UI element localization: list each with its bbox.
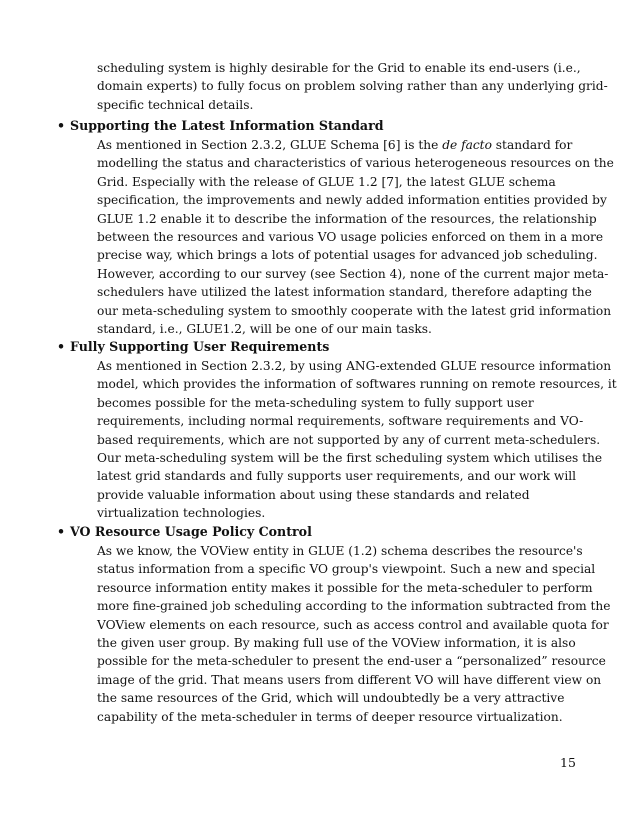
section-paragraph-user-requirements (97, 357, 617, 523)
text-line: GLUE 1.2 enable it to describe the information of the resources, the relationship (97, 211, 597, 226)
text-line: VOView elements on each resource, such as access control and available quota for (97, 617, 609, 632)
heading-text: Fully Supporting User Requirements (70, 339, 330, 354)
bullet-icon: • (57, 118, 66, 133)
text-line: based requirements, which are not supported by any of current meta-schedulers. (97, 432, 601, 447)
text-line: specification, the improvements and newly added information entities provided by (97, 193, 607, 208)
text-line: more fine-grained job scheduling according to the information subtracted from the (97, 599, 611, 614)
section-heading-user-requirements (57, 338, 329, 356)
text-line: However, according to our survey (see Section 4), none of the current major meta- (97, 266, 609, 281)
text-line: modelling the status and characteristics of various heterogeneous resources on the (97, 156, 614, 171)
heading-text: VO Resource Usage Policy Control (70, 524, 312, 539)
text-line: standard, i.e., GLUE1.2, will be one of our main tasks. (97, 322, 432, 337)
text-line: the same resources of the Grid, which will undoubtedly be a very attractive (97, 691, 565, 706)
text-line: model, which provides the information of softwares running on remote resources, it (97, 377, 617, 392)
text-line: the given user group. By making full use of the VOView information, it is also (97, 636, 576, 651)
text-line: As we know, the VOView entity in GLUE (1.2) schema describes the resource's (97, 544, 583, 558)
heading-text: Supporting the Latest Information Standard (70, 118, 384, 133)
section-paragraph-vo-policy (97, 542, 611, 726)
text-line: Our meta-scheduling system will be the first scheduling system which utilises the (97, 451, 603, 466)
text-line: status information from a specific VO group's viewpoint. Such a new and special (97, 562, 596, 577)
text-line: specific technical details. (97, 97, 254, 112)
text-line: As mentioned in Section 2.3.2, GLUE Schema [6] is the de facto standard for (97, 138, 573, 152)
text-line: provide valuable information about using these standards and related (97, 487, 530, 502)
text-line: our meta-scheduling system to smoothly cooperate with the latest grid information (97, 303, 612, 318)
bullet-icon: • (57, 524, 66, 539)
section-heading-vo-policy (57, 523, 312, 541)
text-line: scheduling system is highly desirable for the Grid to enable its end-users (i.e., (97, 61, 581, 75)
text-line: virtualization technologies. (97, 506, 266, 521)
section-heading-information-standard (57, 117, 384, 135)
text-line: Grid. Especially with the release of GLUE 1.2 [7], the latest GLUE schema (97, 174, 556, 189)
text-line: resource information entity makes it possible for the meta-scheduler to perform (97, 580, 593, 595)
text-line: between the resources and various VO usage policies enforced on them in a more (97, 230, 604, 245)
page-number: 15 (560, 755, 576, 770)
text-line: possible for the meta-scheduler to present the end-user a “personalized” resource (97, 654, 606, 669)
text-line: As mentioned in Section 2.3.2, by using ANG-extended GLUE resource information (97, 359, 612, 373)
text-line: schedulers have utilized the latest information standard, therefore adapting the (97, 285, 592, 300)
text-line: latest grid standards and fully supports user requirements, and our work will (97, 469, 577, 484)
section-paragraph-information-standard (97, 136, 614, 338)
text-line: domain experts) to fully focus on problem solving rather than any underlying grid- (97, 79, 608, 94)
text-line: image of the grid. That means users from different VO will have different view on (97, 672, 602, 687)
text-line: becomes possible for the meta-scheduling system to fully support user (97, 395, 534, 410)
text-line: capability of the meta-scheduler in terms of deeper resource virtualization. (97, 709, 563, 724)
bullet-icon: • (57, 339, 66, 354)
text-line: precise way, which brings a lots of potential usages for advanced job scheduling. (97, 248, 598, 263)
intro-paragraph (97, 59, 608, 114)
text-line: requirements, including normal requirements, software requirements and VO- (97, 414, 584, 429)
